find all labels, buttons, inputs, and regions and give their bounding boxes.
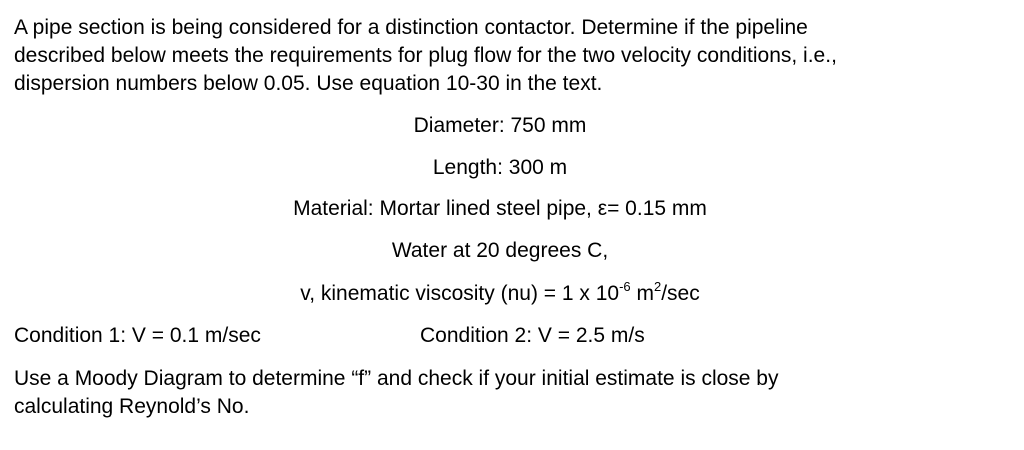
viscosity-unit-base: m xyxy=(630,282,654,305)
closing-line-1: Use a Moody Diagram to determine “f” and check if your initial estimate is close by xyxy=(14,367,779,390)
viscosity-exponent: -6 xyxy=(619,279,631,294)
water-spec: Water at 20 degrees C, xyxy=(391,239,609,262)
intro-line-2: described below meets the requirements for plug flow for the two velocity conditions, i.e., xyxy=(14,44,837,67)
condition-2: Condition 2: V = 2.5 m/s xyxy=(420,324,645,347)
length-spec: Length: 300 m xyxy=(432,156,568,179)
closing-line-2: calculating Reynold’s No. xyxy=(14,395,250,418)
diameter-spec: Diameter: 750 mm xyxy=(413,114,587,137)
intro-line-3: dispersion numbers below 0.05. Use equation 10-30 in the text. xyxy=(14,72,603,95)
viscosity-unit-suffix: /sec xyxy=(661,282,700,305)
closing-paragraph xyxy=(14,365,1004,421)
material-spec: Material: Mortar lined steel pipe, ε= 0.15 mm xyxy=(293,197,707,220)
intro-line-1: A pipe section is being considered for a distinction contactor. Determine if the pipeline xyxy=(14,16,808,39)
viscosity-unit-exponent: 2 xyxy=(653,279,662,294)
intro-paragraph xyxy=(14,14,1004,98)
viscosity-prefix: v, kinematic viscosity (nu) = 1 x 10 xyxy=(300,282,620,305)
condition-1: Condition 1: V = 0.1 m/sec xyxy=(14,324,261,347)
viscosity-spec xyxy=(0,280,1000,308)
